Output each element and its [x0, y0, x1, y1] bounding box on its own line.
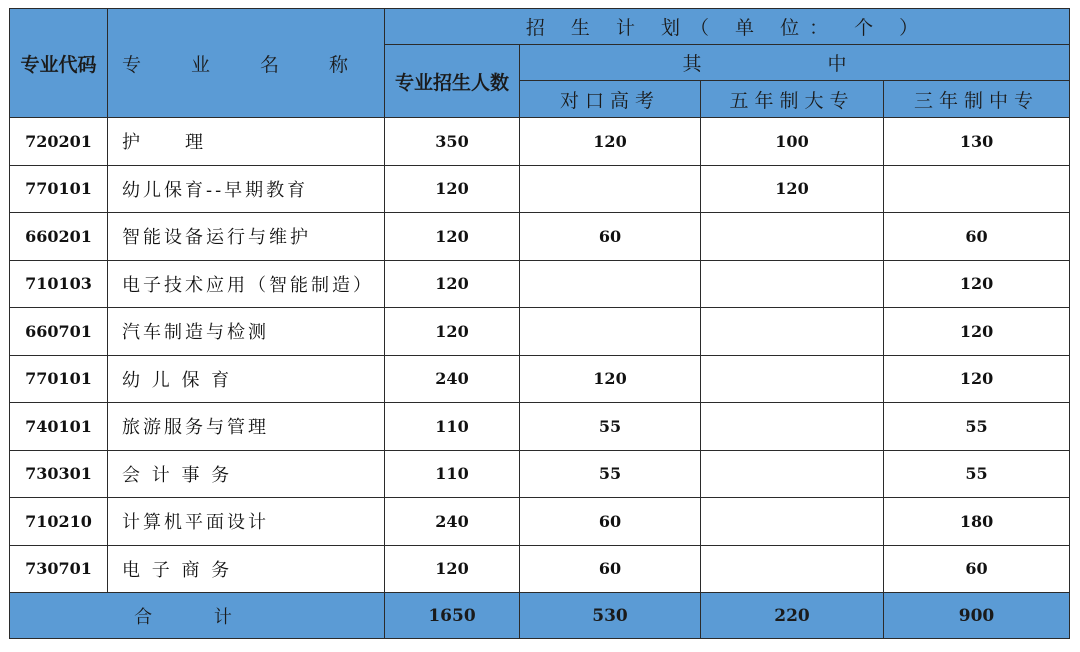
cell-name: 电 子 商 务	[108, 545, 385, 593]
cell-col3: 55	[884, 403, 1070, 451]
cell-total: 110	[385, 403, 520, 451]
header-col-dui-kou: 对口高考	[520, 81, 701, 118]
cell-code: 720201	[10, 118, 108, 166]
cell-total: 120	[385, 213, 520, 261]
cell-col2	[701, 355, 884, 403]
cell-col3	[884, 165, 1070, 213]
table-header	[10, 9, 1070, 118]
cell-name: 幼 儿 保 育	[108, 355, 385, 403]
cell-col2	[701, 213, 884, 261]
header-col-five-year: 五年制大专	[701, 81, 884, 118]
cell-col3: 60	[884, 545, 1070, 593]
table-row	[10, 355, 1070, 403]
table-body	[10, 118, 1070, 593]
cell-col1	[520, 260, 701, 308]
cell-code: 730701	[10, 545, 108, 593]
total-row	[10, 593, 1070, 639]
cell-col2	[701, 260, 884, 308]
cell-col1: 120	[520, 355, 701, 403]
cell-name: 会 计 事 务	[108, 450, 385, 498]
table-row	[10, 213, 1070, 261]
cell-col1: 60	[520, 498, 701, 546]
cell-col1	[520, 165, 701, 213]
cell-total: 120	[385, 165, 520, 213]
cell-code: 770101	[10, 355, 108, 403]
cell-col2: 120	[701, 165, 884, 213]
cell-col3: 120	[884, 355, 1070, 403]
cell-col2	[701, 308, 884, 356]
cell-name: 幼儿保育--早期教育	[108, 165, 385, 213]
cell-code: 660701	[10, 308, 108, 356]
cell-col2	[701, 498, 884, 546]
cell-name: 汽车制造与检测	[108, 308, 385, 356]
cell-col3: 55	[884, 450, 1070, 498]
header-among: 其 中	[520, 45, 1070, 81]
cell-code: 740101	[10, 403, 108, 451]
cell-name: 智能设备运行与维护	[108, 213, 385, 261]
cell-col3: 180	[884, 498, 1070, 546]
cell-col1: 60	[520, 545, 701, 593]
cell-col3: 130	[884, 118, 1070, 166]
cell-col2	[701, 450, 884, 498]
cell-total: 240	[385, 498, 520, 546]
enrollment-plan-table	[9, 8, 1070, 639]
cell-col1	[520, 308, 701, 356]
cell-code: 710103	[10, 260, 108, 308]
table-row	[10, 118, 1070, 166]
cell-code: 770101	[10, 165, 108, 213]
table-row	[10, 260, 1070, 308]
cell-col1: 55	[520, 450, 701, 498]
table-row	[10, 450, 1070, 498]
cell-total: 350	[385, 118, 520, 166]
cell-total: 110	[385, 450, 520, 498]
cell-col1: 60	[520, 213, 701, 261]
table-row	[10, 165, 1070, 213]
cell-col2	[701, 403, 884, 451]
cell-col3: 60	[884, 213, 1070, 261]
table-row	[10, 308, 1070, 356]
cell-name: 旅游服务与管理	[108, 403, 385, 451]
cell-total: 120	[385, 308, 520, 356]
cell-total: 120	[385, 260, 520, 308]
cell-name: 护 理	[108, 118, 385, 166]
cell-col1: 120	[520, 118, 701, 166]
table-footer	[10, 593, 1070, 639]
cell-name: 电子技术应用（智能制造）	[108, 260, 385, 308]
cell-col1: 55	[520, 403, 701, 451]
header-major-code: 专业代码	[10, 9, 108, 118]
table-row	[10, 498, 1070, 546]
enrollment-plan-table-container	[9, 8, 1069, 642]
header-total-enroll: 专业招生人数	[385, 45, 520, 118]
cell-col2: 100	[701, 118, 884, 166]
table-row	[10, 545, 1070, 593]
total-enroll: 1650	[385, 593, 520, 639]
header-col-three-year: 三年制中专	[884, 81, 1070, 118]
cell-code: 730301	[10, 450, 108, 498]
cell-col3: 120	[884, 260, 1070, 308]
cell-total: 120	[385, 545, 520, 593]
cell-total: 240	[385, 355, 520, 403]
cell-col3: 120	[884, 308, 1070, 356]
cell-code: 710210	[10, 498, 108, 546]
cell-code: 660201	[10, 213, 108, 261]
table-row	[10, 403, 1070, 451]
total-col2: 220	[701, 593, 884, 639]
total-col3: 900	[884, 593, 1070, 639]
cell-col2	[701, 545, 884, 593]
header-enrollment-plan: 招 生 计 划（ 单 位： 个 ）	[385, 9, 1070, 45]
cell-name: 计算机平面设计	[108, 498, 385, 546]
total-label: 合 计	[10, 593, 385, 639]
header-major-name: 专 业 名 称	[108, 9, 385, 118]
total-col1: 530	[520, 593, 701, 639]
